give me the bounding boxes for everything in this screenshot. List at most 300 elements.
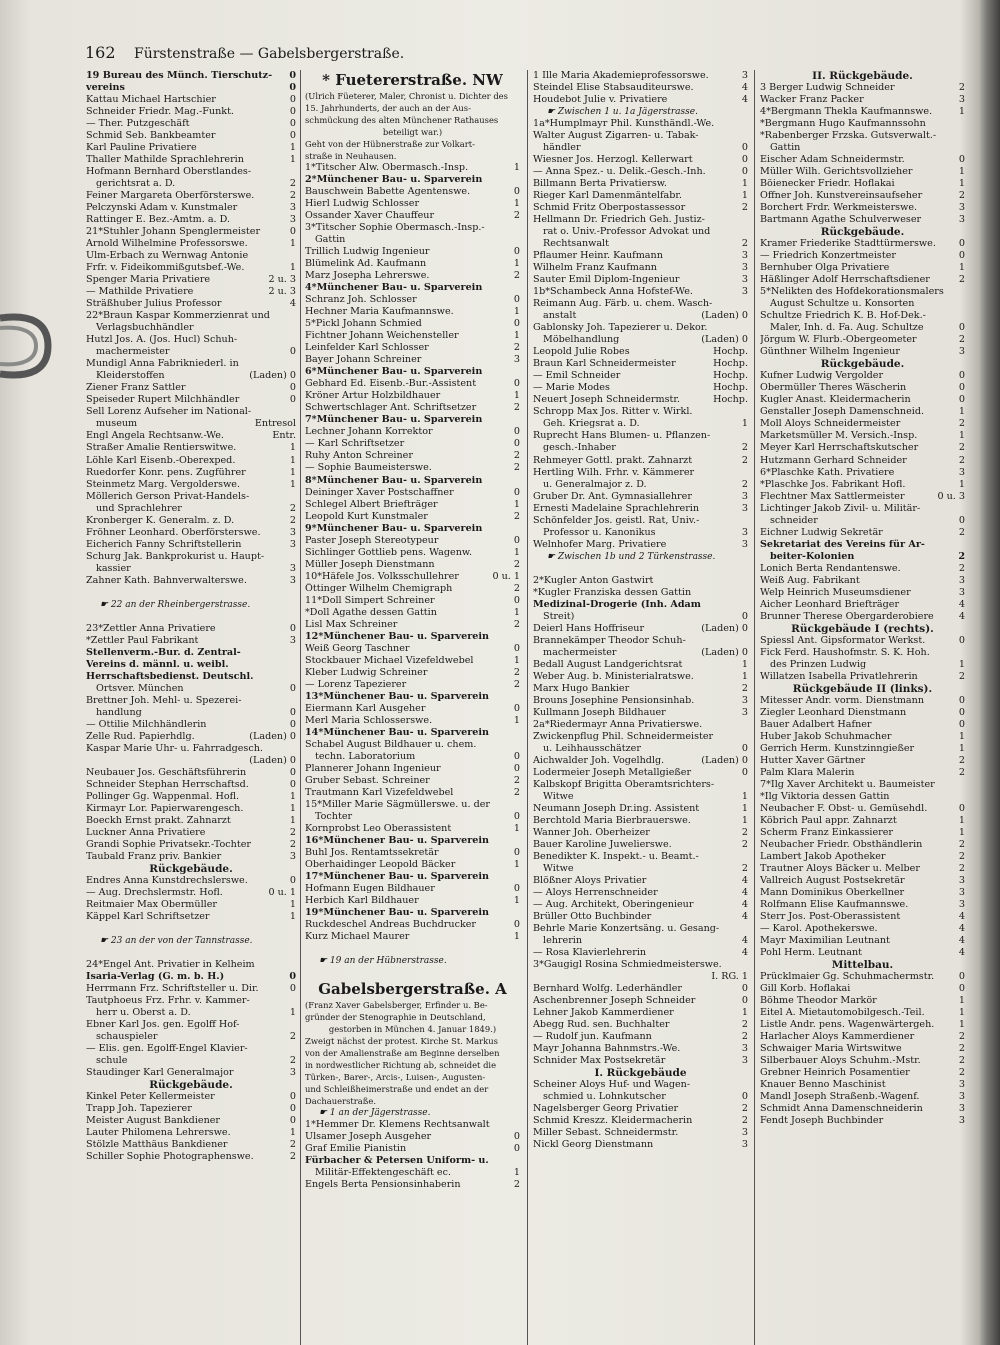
directory-entry [86,1043,296,1055]
entry-text: Neumann Joseph Dr.ing. Assistent [533,802,700,814]
entry-text: u. Leihhausschätzer [543,742,641,754]
floor-number: 4 [741,899,748,911]
spacer [86,947,296,959]
entry-text: Welnhofer Marg. Privatiere [533,538,667,550]
entry-text: museum [96,418,138,430]
directory-entry [305,1131,520,1143]
directory-entry [533,130,748,142]
directory-entry [305,823,520,835]
floor-number: 2 [958,1043,965,1055]
floor-number: 1 [289,262,296,274]
directory-entry [533,178,748,190]
entry-text: handlung [96,706,142,718]
directory-entry [760,923,965,935]
entry-text: Wanner Joh. Oberheizer [533,826,650,838]
entry-text: Boeckh Ernst prakt. Zahnarzt [86,814,231,826]
floor-number: 2 [513,774,520,786]
directory-entry [533,515,748,527]
directory-entry [533,719,748,731]
entry-text: 19*Münchener Bau- u. Sparverein [305,907,489,919]
entry-text: Nickl Georg Dienstmann [533,1139,654,1151]
entry-text: Kugler Anast. Kleidermacherin [760,394,911,406]
entry-text: Borchert Frdr. Werkmeisterswe. [760,202,918,214]
entry-text: Taubald Franz priv. Bankier [86,851,222,863]
directory-entry [305,751,520,763]
entry-text: Witwe [543,790,574,802]
directory-entry [760,394,965,406]
directory-entry [86,166,296,178]
directory-entry [86,190,296,202]
directory-entry [86,815,296,827]
entry-text: Endres Anna Kunstdrechslerswe. [86,875,248,887]
entry-text: 4*Münchener Bau- u. Sparverein [305,282,483,294]
directory-entry [86,298,296,310]
directory-entry [533,971,748,983]
entry-text: ☛ Zwischen 1 u. 1a Jägerstrasse. [547,107,698,118]
entry-text: Stockbauer Michael Vizefeldwebel [305,654,474,666]
directory-entry [86,250,296,262]
directory-entry [305,499,520,511]
floor-number: 2 [958,418,965,430]
floor-number: 4 [958,598,965,610]
entry-text: Schmid Fritz Oberpostassessor [533,202,686,214]
directory-entry [86,1019,296,1031]
entry-text: Harlacher Aloys Kammerdiener [760,1031,915,1043]
floor-number: 0 [741,154,748,166]
entry-text: 3*Gaugigl Rosina Schmiedmeisterswe. [533,959,722,971]
entry-text: Schönfelder Jos. geistl. Rat, Univ.- [533,514,700,526]
directory-entry [305,787,520,799]
entry-text: Luckner Anna Privatiere [86,826,206,838]
floor-number: 3 [958,1115,965,1127]
directory-entry [533,575,748,587]
directory-entry [533,887,748,899]
entry-text: Behrle Marie Konzertsäng. u. Gesang- [533,923,720,935]
entry-text: Brettner Joh. Mehl- u. Spezerei- [86,694,242,706]
floor-number: 3 [958,887,965,899]
directory-entry [533,539,748,551]
directory-entry [86,418,296,430]
floor-number: 2 [513,618,520,630]
directory-entry [533,827,748,839]
directory-entry [86,887,296,899]
floor-number: 1 [958,742,965,754]
entry-text: Steindel Elise Stabsauditeurswe. [533,82,694,94]
entry-text: Witwe [543,863,574,875]
directory-entry [533,370,748,382]
entry-text: 14*Münchener Bau- u. Sparverein [305,726,489,738]
floor-number: 2 [289,1031,296,1043]
floor-number: 3 [958,875,965,887]
directory-entry [533,983,748,995]
directory-entry [533,322,748,334]
directory-entry [533,467,748,479]
entry-text: Deierl Hans Hoffriseur [533,622,645,634]
entry-text: Bauschwein Babette Agentenswe. [305,186,471,198]
entry-text: Schabel August Bildhauer u. chem. [305,738,477,750]
entry-text: Schurg Jak. Bankprokurist u. Haupt- [86,550,265,562]
directory-entry [760,755,965,767]
entry-text: Medizinal-Drogerie (Inh. Adam [533,598,701,610]
entry-text: Tautphoeus Frz. Frhr. v. Kammer- [86,995,250,1007]
section-heading [760,226,965,238]
directory-entry [533,671,748,683]
floor-number: 2 [741,1019,748,1031]
entry-text: Schneider Friedr. Mag.-Funkt. [86,106,234,118]
directory-entry [305,222,520,234]
floor-number: 2 [513,678,520,690]
entry-text: Möllerich Gerson Privat-Handels- [86,490,250,502]
entry-text: Bayer Johann Schreiner [305,354,422,366]
street-description [305,102,520,114]
entry-text: Sterr Jos. Post-Oberassistent [760,911,901,923]
entry-text: 11*Doll Simpert Schreiner [305,594,435,606]
floor-number: (Laden) 0 [701,310,748,322]
directory-entry [760,911,965,923]
entry-text: Zahner Kath. Bahnverwalterswe. [86,574,247,586]
floor-number: 0 [289,766,296,778]
entry-text: ☛ 19 an der Hübnerstrasse. [319,956,447,967]
entry-text: schauspieler [96,1031,158,1043]
entry-text: *Rabenberger Frzska. Gutsverwalt.- [760,130,937,142]
entry-text: Berchtold Maria Bierbrauerswe. [533,814,691,826]
floor-number: 2 [289,826,296,838]
entry-text: Fendt Joseph Buchbinder [760,1115,884,1127]
directory-entry [533,442,748,454]
floor-number: 0 [289,382,296,394]
entry-text: Ernesti Madelaine Sprachlehrerin [533,502,700,514]
floor-number: 1 [513,606,520,618]
spacer [533,563,748,575]
cross-street-note [86,935,296,947]
directory-entry [760,130,965,142]
floor-number: 1 [289,442,296,454]
directory-entry [533,875,748,887]
directory-entry [760,635,965,647]
entry-text: — Friedrich Konzertmeister [760,250,896,262]
entry-text: Müller Joseph Dienstmann [305,558,435,570]
entry-text: Genstaller Joseph Damenschneid. [760,406,925,418]
cross-street-note [533,106,748,118]
directory-entry [533,995,748,1007]
floor-number: 3 [741,538,748,550]
directory-entry [86,803,296,815]
directory-entry [760,154,965,166]
entry-text: Meister August Bankdiener [86,1115,221,1127]
directory-entry [305,895,520,907]
directory-entry [86,563,296,575]
entry-text: Mundigl Anna Fabrikniederl. in [86,358,239,370]
directory-entry [533,491,748,503]
directory-entry [760,467,965,479]
entry-text: Frfr. v. Fideikommißgutsbef.-We. [86,262,245,274]
directory-entry [760,491,965,503]
directory-entry [760,430,965,442]
directory-entry [533,599,748,611]
floor-number: 2 [958,1055,965,1067]
entry-text: Köbrich Paul appr. Zahnarzt [760,814,897,826]
floor-number: 2 [513,582,520,594]
directory-entry [305,330,520,342]
directory-entry [86,851,296,863]
directory-entry [533,406,748,418]
floor-number: 0 [289,706,296,718]
floor-number: 0 [513,426,520,438]
floor-number: 2 [958,670,965,682]
directory-entry [533,70,748,82]
entry-text: Ruhy Anton Schreiner [305,450,413,462]
directory-entry [760,94,965,106]
directory-entry [305,162,520,174]
entry-text: Spenger Maria Privatiere [86,274,211,286]
entry-text: *Doll Agathe dessen Gattin [305,606,437,618]
directory-entry [760,815,965,827]
entry-text: 23*Zettler Anna Privatiere [86,622,216,634]
entry-text: Schropp Max Jos. Ritter v. Wirkl. [533,406,693,418]
floor-number: 0 u. 3 [937,490,965,502]
directory-entry [760,1091,965,1103]
directory-entry [86,286,296,298]
entry-text: Leopold Kurt Kunstmaler [305,510,428,522]
floor-number: 0 [741,766,748,778]
directory-entry [760,118,965,130]
directory-entry [86,731,296,743]
entry-text: Houdebot Julie v. Privatiere [533,94,668,106]
floor-number: 4 [741,94,748,106]
directory-entry [533,166,748,178]
entry-text: Rückgebäude. [820,226,905,239]
directory-entry [760,1019,965,1031]
entry-text: Hutzl Jos. A. (Jos. Hucl) Schuh- [86,334,238,346]
entry-text: Huber Jakob Schuhmacher [760,730,892,742]
floor-number: 4 [958,935,965,947]
entry-text: Sell Lorenz Aufseher im National- [86,406,252,418]
cross-street-note [533,551,748,563]
floor-number: 3 [289,851,296,863]
directory-entry [760,971,965,983]
entry-text: Lambert Jakob Apotheker [760,851,886,863]
directory-entry [86,695,296,707]
entry-text: Staudinger Karl Generalmajor [86,1067,234,1079]
floor-number: 2 [513,510,520,522]
floor-number: 3 [289,562,296,574]
entry-text: *Ilg Viktoria dessen Gattin [760,790,890,802]
directory-entry [533,238,748,250]
entry-text: Gattin [770,142,801,154]
floor-number: 1 [958,1007,965,1019]
floor-number: 0 [289,394,296,406]
entry-text: Verlagsbuchhändler [96,322,194,334]
entry-text: *Plaschke Jos. Fabrikant Hofl. [760,478,906,490]
directory-entry [760,563,965,575]
entry-text: Neubauer Jos. Geschäftsführerin [86,766,247,778]
entry-text: Eitel A. Mietautomobilgesch.-Teil. [760,1007,925,1019]
entry-text: gerichtsrat a. D. [96,178,176,190]
floor-number: 1 [513,330,520,342]
directory-entry [533,659,748,671]
directory-entry [533,1031,748,1043]
entry-text: Geht von der Hübnerstraße zur Volkart- [305,139,475,150]
entry-text: Karl Pauline Privatiere [86,142,197,154]
directory-entry [86,442,296,454]
directory-entry [305,835,520,847]
directory-entry [305,595,520,607]
entry-text: kassier [96,562,131,574]
entry-text: Marketsmüller M. Versich.-Insp. [760,430,918,442]
street-heading [305,70,520,90]
directory-entry [760,839,965,851]
directory-entry [305,871,520,883]
directory-entry [533,779,748,791]
street-description [305,1035,520,1047]
floor-number: 3 [289,526,296,538]
floor-number: 3 [741,526,748,538]
directory-entry [533,935,748,947]
floor-number: 2 [958,1031,965,1043]
floor-number: 0 [513,594,520,606]
directory-entry [86,1103,296,1115]
floor-number: 2 [513,786,520,798]
floor-number: (Laden) 0 [701,334,748,346]
floor-number: 0 [958,514,965,526]
entry-text: Graf Emilie Pianistin [305,1143,407,1155]
entry-text: Gruber Sebast. Schreiner [305,774,430,786]
directory-entry [533,394,748,406]
floor-number: 1 [741,658,748,670]
floor-number: 0 [513,919,520,931]
directory-entry [86,238,296,250]
entry-text: Brouns Josephine Pensionsinhab. [533,694,695,706]
entry-text: Neubacher Friedr. Obsthändlerin [760,839,923,850]
directory-entry [86,106,296,118]
floor-number: 0 u. 1 [492,570,520,582]
directory-entry [760,238,965,250]
entry-text: Grandi Sophie Privatsekr.-Tochter [86,839,251,850]
directory-entry [86,274,296,286]
entry-text: machermeister [543,646,617,658]
directory-entry [305,342,520,354]
directory-entry [86,875,296,887]
entry-text: Engl Angela Rechtsanw.-We. [86,430,224,442]
floor-number: 1 [958,1019,965,1031]
directory-entry [533,683,748,695]
floor-number: 3 [741,1127,748,1139]
floor-number: 1 [741,802,748,814]
directory-entry [760,1103,965,1115]
street-description [305,150,520,162]
floor-number: 2 [958,550,965,562]
entry-text: beiter-Kolonien [770,550,855,562]
directory-entry [533,1043,748,1055]
floor-number: 3 [958,94,965,106]
floor-number: 2 [741,682,748,694]
floor-number: 0 [513,810,520,822]
floor-number: 1 [513,198,520,210]
floor-number: 0 [958,694,965,706]
floor-number: 0 [958,370,965,382]
entry-text: Bernhard Wolfg. Lederhändler [533,983,683,995]
floor-number: 2 [513,210,520,222]
entry-text: *Kugler Franziska dessen Gattin [533,586,692,598]
entry-text: machermeister [96,346,170,358]
directory-entry [533,611,748,623]
entry-text: 4*Bergmann Thekla Kaufmannswe. [760,106,933,118]
entry-text: 21*Stuhler Johann Spenglermeister [86,226,261,238]
floor-number: 2 [958,190,965,202]
floor-number: 4 [958,610,965,622]
floor-number: 0 [289,682,296,694]
directory-entry [305,667,520,679]
floor-number: 1 [513,258,520,270]
entry-text: Oberhaidinger Leopold Bäcker [305,859,456,870]
floor-number: 0 [958,634,965,646]
entry-text: Nagelsberger Georg Privatier [533,1103,679,1115]
entry-text: Kröner Artur Holzbildhauer [305,390,441,402]
directory-entry [305,475,520,487]
directory-entry [86,70,296,82]
directory-entry [760,190,965,202]
directory-entry [86,791,296,803]
directory-entry [533,250,748,262]
directory-entry [533,455,748,467]
paper-clip-icon [0,300,58,395]
floor-number: 0 [958,983,965,995]
directory-entry [305,535,520,547]
entry-text: — Sophie Baumeisterswe. [305,462,432,474]
entry-text: Eiermann Karl Ausgeher [305,702,426,714]
floor-number: 2 [958,82,965,94]
directory-entry [533,851,748,863]
floor-number: 1 [513,498,520,510]
entry-text: Kirmayr Lor. Papierwarengesch. [86,802,244,814]
directory-entry [760,298,965,310]
floor-number: 1 [958,814,965,826]
entry-text: — Rudolf jun. Kaufmann [533,1031,652,1043]
floor-number: 2 [289,1151,296,1163]
entry-text: Lechner Johann Korrektor [305,426,433,438]
directory-entry [86,659,296,671]
directory-entry [533,334,748,346]
directory-entry [533,959,748,971]
directory-entry [305,799,520,811]
floor-number: 2 [289,514,296,526]
floor-number: 0 [741,142,748,154]
directory-entry [86,971,296,983]
directory-entry [760,166,965,178]
entry-text: 19 Bureau des Münch. Tierschutz- [86,70,273,81]
floor-number: 2 [741,238,748,250]
entry-text: 6*Plaschke Kath. Privatiere [760,466,895,478]
floor-number: 1 [289,911,296,923]
directory-entry [760,851,965,863]
floor-number: 1 [958,406,965,418]
directory-entry [533,635,748,647]
street-description [305,1083,520,1095]
street-description [305,90,520,102]
directory-entry [760,515,965,527]
entry-text: ☛ 1 an der Jägerstrasse. [319,1108,431,1119]
section-heading [760,358,965,370]
floor-number: 0 [289,983,296,995]
directory-entry [533,82,748,94]
directory-entry [305,715,520,727]
directory-entry [760,418,965,430]
section-heading [533,1067,748,1079]
floor-number: 3 [741,1139,748,1151]
directory-entry [760,539,965,551]
entry-text: gesch.-Inhaber [543,442,616,454]
directory-entry [533,1079,748,1091]
